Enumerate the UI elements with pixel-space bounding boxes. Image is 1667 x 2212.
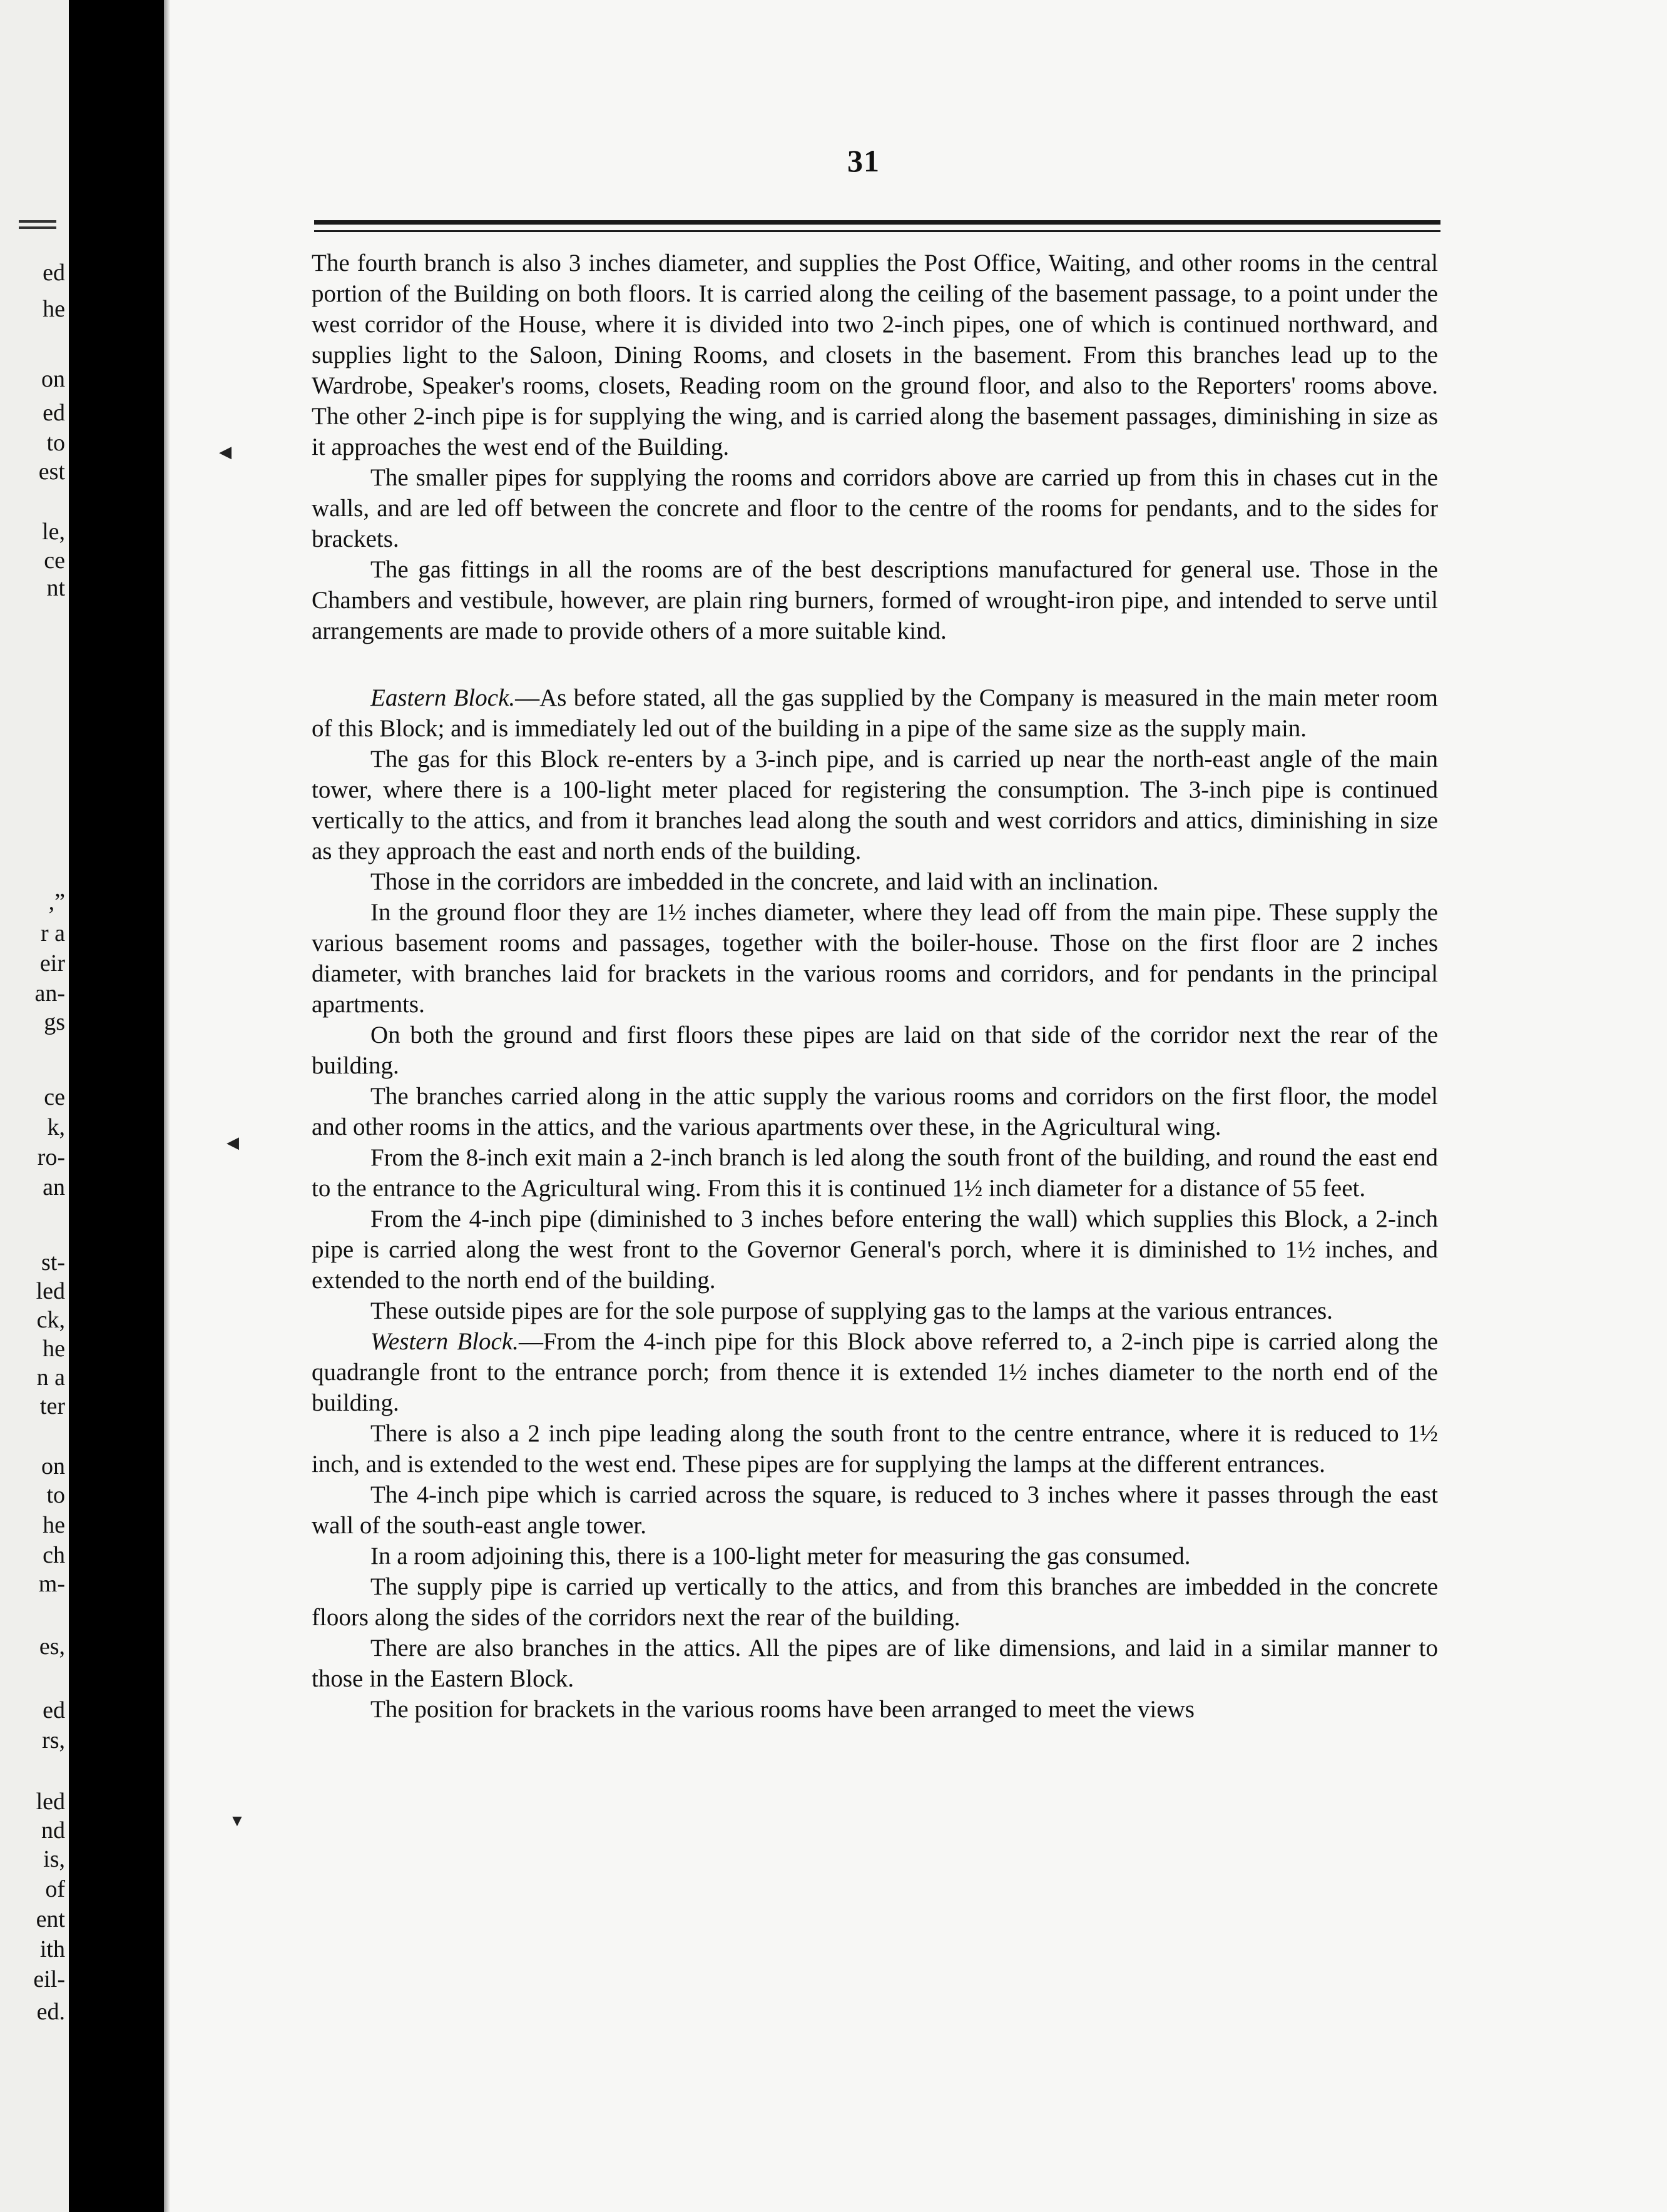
margin-mark-icon: ◀ (227, 1134, 239, 1152)
paragraph: The branches carried along in the attic supply the various rooms and corridors on the first floor, the model and other rooms in the attics, and the various apartments over these, in the Agricultural wing. (312, 1083, 1438, 1140)
margin-mark-icon: ▼ (229, 1812, 245, 1830)
paragraph: The smaller pipes for supplying the rooms and corridors above are carried up from this in chases cut in the walls, and are led off between the concrete and floor to the centre of the rooms for pendants, and to the sides for brackets. (312, 464, 1438, 552)
header-rule (314, 220, 1440, 225)
paragraph: From the 8-inch exit main a 2-inch branch is led along the south front of the building, and round the east end to the entrance to the Agricultural wing. From this it is continued 1½ inch diameter for a distance of 55 feet. (312, 1144, 1438, 1202)
facing-page-fragment: k, (47, 1114, 65, 1140)
paragraph: The supply pipe is carried up vertically to the attics, and from this branches are imbedded in the concrete floors along the sides of the corridors next the rear of the building. (312, 1573, 1438, 1631)
paragraph: The position for brackets in the various rooms have been arranged to meet the views (370, 1696, 1195, 1723)
paragraph: Those in the corridors are imbedded in the concrete, and laid with an inclination. (370, 868, 1159, 895)
facing-page-fragment: an- (34, 980, 65, 1007)
facing-page-margin (0, 0, 164, 2212)
facing-page-fragment: led (36, 1278, 65, 1304)
facing-page-fragment: he (43, 1336, 65, 1362)
facing-page-fragment: eil- (33, 1966, 65, 1992)
paragraph: In a room adjoining this, there is a 100-light meter for measuring the gas consumed. (370, 1543, 1191, 1570)
facing-page-fragment: ed. (36, 1999, 65, 2025)
page-binding-shadow (164, 0, 170, 2212)
paragraph: On both the ground and first floors these pipes are laid on that side of the corridor next the rear of the building. (312, 1022, 1438, 1079)
facing-page-fragment: ent (36, 1906, 65, 1932)
facing-page-fragment: st- (41, 1249, 65, 1276)
facing-page-fragment: is, (43, 1846, 65, 1872)
header-rule-thin (314, 230, 1440, 232)
facing-page-fragment: to (46, 1482, 65, 1508)
document-page (164, 0, 1667, 2212)
facing-page-fragment: ro- (37, 1144, 65, 1170)
page-number: 31 (847, 143, 880, 178)
facing-page-fragment: rs, (42, 1727, 65, 1753)
paragraph: There are also branches in the attics. All the pipes are of like dimensions, and laid in a similar manner to those in the Eastern Block. (312, 1635, 1438, 1692)
facing-page-fragment: of (45, 1876, 65, 1902)
facing-page-fragment: on (41, 366, 65, 392)
facing-page-fragment: ter (39, 1393, 65, 1419)
facing-page-fragment: to (46, 430, 65, 456)
paragraph-text: —As before stated, all the gas supplied by the Company is measured in the main meter room of this Block; and is immediately led out of the building in a pipe of the same size as the supply main. (312, 684, 1438, 742)
paragraph: There is also a 2 inch pipe leading along the south front to the centre entrance, where it is reduced to 1½ inch, and is extended to the west end. These pipes are for supplying the lamps at the different entrances. (312, 1420, 1438, 1478)
paragraph: The 4-inch pipe which is carried across the square, is reduced to 3 inches where it passes through the east wall of the south-east angle tower. (312, 1481, 1438, 1539)
facing-page-fragment: led (36, 1788, 65, 1815)
section-heading: Western Block. (370, 1328, 519, 1355)
facing-page-fragment: nd (41, 1817, 65, 1844)
facing-page-strip (0, 0, 69, 2212)
facing-page-fragment: est (38, 459, 65, 485)
paragraph: In the ground floor they are 1½ inches diameter, where they lead off from the main pipe. These supply the various basement rooms and passages, together with the boiler-house. Those on the first floor are 2 inches diameter, with branches laid for brackets in the various rooms and corridors, and for pendants in the principal apartments. (312, 899, 1438, 1018)
facing-page-fragment: es, (39, 1633, 65, 1660)
facing-page-fragment: ed (43, 260, 65, 286)
facing-page-fragment: r a (40, 920, 65, 946)
facing-page-fragment: ed (43, 1697, 65, 1723)
paragraph: From the 4-inch pipe (diminished to 3 inches before entering the wall) which supplies this Block, a 2-inch pipe is carried along the west front to the Governor General's porch, where it is diminished to 1½ inches, and extended to the north end of the building. (312, 1205, 1438, 1294)
paragraph: The fourth branch is also 3 inches diameter, and supplies the Post Office, Waiting, and other rooms in the central portion of the Building on both floors. It is carried along the ceiling of the basement passage, to a point under the west corridor of the House, where it is divided into two 2-inch pipes, one of which is continued northward, and supplies light to the Saloon, Dining Rooms, and closets in the basement. From this branches lead up to the Wardrobe, Speaker's rooms, closets, Reading room on the ground floor, and also to the Reporters' rooms above. The other 2-inch pipe is for supplying the wing, and is carried along the basement passages, diminishing in size as it approaches the west end of the Building. (312, 250, 1438, 460)
facing-page-fragment: an (43, 1174, 65, 1200)
paragraph-text: —From the 4-inch pipe for this Block above referred to, a 2-inch pipe is carried along the quadrangle front to the entrance porch; from thence it is extended 1½ inches diameter to the north end of the building. (312, 1328, 1438, 1416)
facing-page-fragment: n a (36, 1364, 65, 1391)
paragraph: The gas for this Block re-enters by a 3-inch pipe, and is carried up near the north-east angle of the main tower, where there is a 100-light meter placed for registering the consumption. The 3-inch pipe is continued vertically to the attics, and from it branches lead along the south and west corridors and attics, diminishing in size as they approach the east and north ends of the building. (312, 746, 1438, 865)
facing-page-fragment: ed (43, 400, 65, 426)
paragraph: The gas fittings in all the rooms are of the best descriptions manufactured for general use. Those in the Chambers and vestibule, however, are plain ring burners, formed of wrought-iron pipe, and intended to serve until arrangements are made to provide others of a more suitable kind. (312, 556, 1438, 644)
facing-page-fragment: gs (44, 1009, 65, 1035)
margin-mark-icon: ◀ (219, 443, 232, 461)
facing-page-fragment: ith (39, 1936, 65, 1962)
facing-page-fragment: ck, (36, 1307, 65, 1333)
section-paragraph-eastern-block (312, 682, 1438, 744)
facing-page-fragment: ch (43, 1542, 65, 1568)
facing-page-fragment: he (43, 296, 65, 322)
facing-page-fragment: on (41, 1453, 65, 1479)
facing-page-fragment: eir (39, 950, 65, 977)
section-paragraph-western-block (312, 1326, 1438, 1418)
facing-page-fragment: nt (46, 575, 65, 601)
facing-page-fragment: ce (44, 1084, 65, 1110)
facing-page-rule (19, 220, 56, 223)
body-text (312, 248, 1438, 1725)
facing-page-fragment: le, (42, 519, 65, 545)
section-heading: Eastern Block. (370, 684, 516, 711)
facing-page-fragment: he (43, 1512, 65, 1538)
facing-page-fragment: ce (44, 547, 65, 574)
paragraph: These outside pipes are for the sole purpose of supplying gas to the lamps at the various entrances. (370, 1297, 1333, 1324)
facing-page-fragment: m- (38, 1571, 65, 1597)
facing-page-rule (19, 226, 56, 229)
facing-page-fragment: ,” (48, 889, 65, 915)
